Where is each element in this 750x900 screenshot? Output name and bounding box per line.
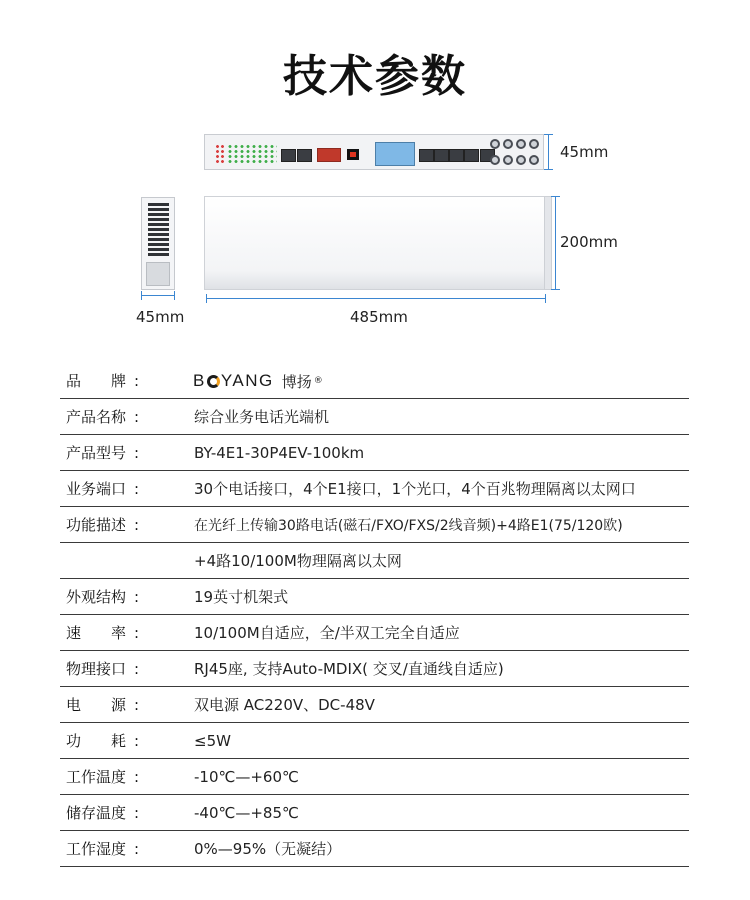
dimension-tick: [206, 294, 207, 303]
spec-row-storage-temp: [60, 795, 689, 831]
spec-value: -40℃—+85℃: [194, 803, 299, 822]
logo-chinese: 博扬: [281, 372, 312, 391]
dimension-line: [555, 196, 556, 290]
device-side-view-image: [141, 197, 175, 290]
bnc-connector: [516, 155, 526, 165]
spec-value: 30个电话接口，4个E1接口，1个光口，4个百兆物理隔离以太网口: [194, 480, 636, 498]
spec-label: 工作湿度: [66, 840, 127, 858]
bnc-connector: [516, 139, 526, 149]
spec-colon: :: [134, 623, 140, 642]
bnc-connector: [503, 139, 513, 149]
spec-value: 0%—95%（无凝结）: [194, 840, 342, 858]
spec-colon: :: [134, 515, 140, 534]
bnc-connector: [529, 139, 539, 149]
status-leds: [215, 144, 225, 164]
dimension-tick: [551, 196, 560, 197]
spec-value: 双电源 AC220V、DC-48V: [194, 696, 375, 714]
bnc-connector: [529, 155, 539, 165]
spec-label: 功能描述: [66, 516, 127, 534]
rj45-port: [434, 149, 449, 162]
dimension-tick: [544, 134, 553, 135]
spec-colon: :: [134, 371, 140, 390]
spec-row-consumption: [60, 723, 689, 759]
rj45-port: [449, 149, 464, 162]
spec-label: 物理接口: [66, 660, 127, 678]
spec-label: 储存温度: [66, 804, 127, 822]
spec-colon: :: [134, 587, 140, 606]
spec-value: ≤5W: [194, 731, 231, 750]
width-dimension-label: 485mm: [350, 308, 408, 326]
spec-row-rate: [60, 615, 689, 651]
spec-value: BY-4E1-30P4EV-100km: [194, 443, 365, 462]
spec-row-function: [60, 507, 689, 543]
side-width-dimension-label: 45mm: [136, 308, 185, 326]
logo-text-prefix: B: [193, 371, 206, 390]
height-dimension-label: 45mm: [560, 143, 609, 161]
logo-o-icon: [207, 375, 220, 388]
spec-row-brand: [60, 363, 689, 399]
dimension-tick: [544, 169, 553, 170]
spec-colon: :: [134, 479, 140, 498]
spec-colon: :: [134, 695, 140, 714]
spec-colon: :: [134, 659, 140, 678]
spec-row-humidity: [60, 831, 689, 867]
lcd-display: [375, 142, 415, 166]
spec-colon: :: [134, 443, 140, 462]
spec-label: 业务端口: [66, 480, 127, 498]
spec-label: 速 率: [66, 624, 127, 642]
page-title: 技术参数: [283, 51, 467, 102]
vent-grille: [148, 203, 169, 258]
spec-value: RJ45座, 支持Auto-MDIX( 交叉/直通线自适应): [194, 660, 504, 678]
mounting-bracket: [146, 262, 170, 286]
spec-row-interface: [60, 651, 689, 687]
logo-text-suffix: YANG: [220, 371, 274, 390]
spec-value: +4路10/100M物理隔离以太网: [194, 552, 402, 570]
bnc-connector: [490, 139, 500, 149]
dimension-line: [141, 295, 175, 296]
dimension-line: [206, 298, 546, 299]
dimension-tick: [174, 291, 175, 300]
dimension-tick: [141, 291, 142, 300]
rj45-port: [297, 149, 312, 162]
spec-label: 外观结构: [66, 588, 127, 606]
rack-ear: [544, 196, 552, 290]
spec-colon: :: [134, 407, 140, 426]
spec-table: [60, 363, 689, 867]
dimension-line: [548, 134, 549, 170]
rj45-port: [419, 149, 434, 162]
dip-switch: [317, 148, 341, 162]
dimension-tick: [551, 289, 560, 290]
rj45-port: [464, 149, 479, 162]
spec-row-model: [60, 435, 689, 471]
spec-row-function-cont: [60, 543, 689, 579]
spec-label: 功 耗: [66, 732, 127, 750]
spec-value: 在光纤上传输30路电话(磁石/FXO/FXS/2线音频)+4路E1(75/120欧): [194, 517, 623, 534]
spec-row-structure: [60, 579, 689, 615]
bnc-connector: [503, 155, 513, 165]
spec-value: 19英寸机架式: [194, 588, 289, 606]
spec-row-product-name: [60, 399, 689, 435]
indicator-leds: [227, 144, 277, 164]
spec-row-power: [60, 687, 689, 723]
spec-value: 10/100M自适应，全/半双工完全自适应: [194, 624, 460, 642]
spec-row-work-temp: [60, 759, 689, 795]
device-top-view-image: [204, 196, 546, 290]
spec-colon: :: [134, 839, 140, 858]
dimension-tick: [545, 294, 546, 303]
spec-label: 电 源: [66, 696, 127, 714]
power-switch: [347, 149, 359, 160]
depth-dimension-label: 200mm: [560, 233, 618, 251]
rj45-port: [281, 149, 296, 162]
spec-value: -10℃—+60℃: [194, 767, 299, 786]
spec-label: 工作温度: [66, 768, 127, 786]
spec-label: 产品名称: [66, 408, 127, 426]
spec-colon: :: [134, 803, 140, 822]
device-front-panel-image: [204, 134, 544, 170]
spec-label: 产品型号: [66, 444, 127, 462]
spec-colon: :: [134, 767, 140, 786]
brand-logo: [193, 371, 323, 391]
spec-colon: :: [134, 731, 140, 750]
spec-value: 综合业务电话光端机: [194, 408, 330, 426]
registered-mark: ®: [313, 376, 323, 386]
spec-row-ports: [60, 471, 689, 507]
bnc-connector: [490, 155, 500, 165]
spec-label: 品 牌: [66, 372, 127, 390]
